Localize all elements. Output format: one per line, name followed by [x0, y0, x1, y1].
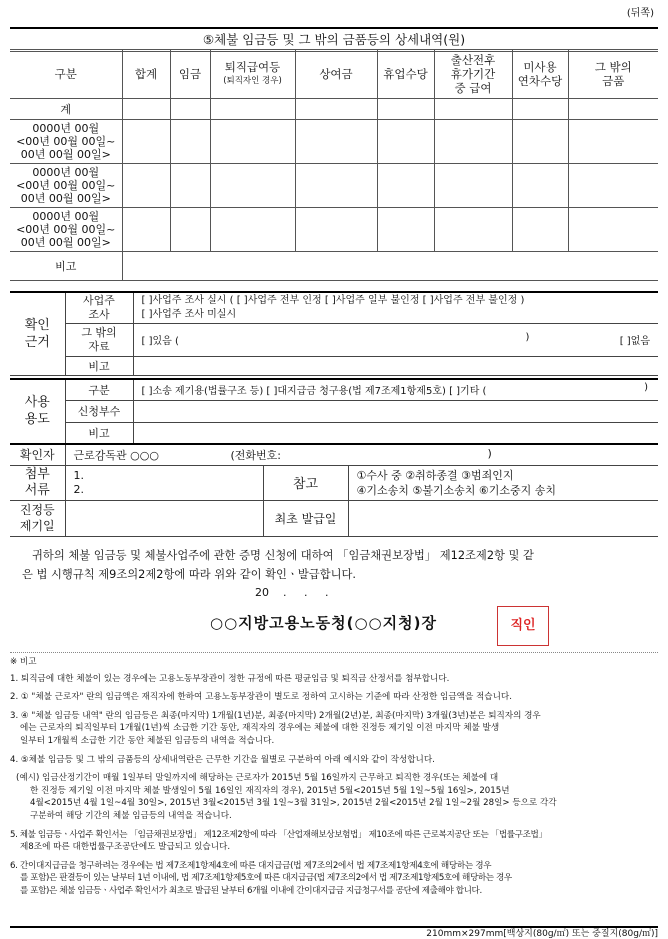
total-row: [10, 99, 658, 120]
usage-remarks-label: 비고: [65, 422, 133, 443]
header-severance: 퇴직급여등 (퇴직자인 경우): [210, 50, 295, 99]
note-item: 5. 체불 임금등ㆍ사업주 확인서는 「임금채권보장법」 제12조제2항에 따라 「산업재해보상보험법」 제10조에 따른 근로복지공단 또는 「법률구조법」: [10, 829, 547, 840]
copies-field[interactable]: [133, 400, 658, 422]
header-wage: 임금: [170, 50, 210, 99]
note-item: 6. 간이대지급금을 청구하려는 경우에는 법 제7조제1항제4호에 따른 대지급금(법 제7조의2에서 법 제7조제1항제4호에 해당하는 경우: [10, 860, 492, 871]
confirm-basis-label: 확인 근거: [10, 292, 65, 375]
note-example: 한 진정등 제기일 이전 마지막 체불 발생일이 5월 16일인 재직자의 경우), 2015년 5월<2015년 5월 1일~5월 16일>, 2015년: [30, 785, 510, 796]
reference-codes: ①수사 중 ②취하종결 ③범죄인지 ④기소송치 ⑤불기소송치 ⑥기소중지 송치: [348, 465, 658, 500]
remarks-row: [10, 252, 658, 281]
note-example: (예시) 임금산정기간이 매월 1일부터 말일까지에 해당하는 근로자가 2015년 5월 16일까지 근무하고 퇴직한 경우(또는 체불에 대: [16, 773, 499, 784]
note-item: 를 포함)은 판결등이 있는 날부터 1년 이내에, 법 제7조제1항제5호에 따른 대지급금(법 제7조의2에서 법 제7조제1항제5호에 해당하는 경우: [20, 873, 512, 884]
confirm-remarks-label: 비고: [65, 356, 133, 375]
header-category: 구분: [10, 50, 122, 99]
period-row: [10, 120, 658, 164]
period-row: [10, 164, 658, 208]
period-label: 0000년 00월 <00년 00월 00일~ 00년 00월 00일>: [10, 120, 122, 164]
note-item: 1. 퇴직금에 대한 체불이 있는 경우에는 고용노동부장관이 정한 규정에 따른 평균임금 및 퇴직금 산정서를 첨부합니다.: [10, 673, 450, 684]
total-label: 계: [10, 99, 122, 120]
notes-title: ※ 비고: [10, 657, 37, 667]
remarks-label: 비고: [10, 252, 122, 281]
other-materials-label: 그 밖의 자료: [65, 323, 133, 356]
unpaid-detail-table: [10, 49, 658, 281]
other-materials-options[interactable]: [ ]있음 ( ) [ ]없음: [133, 323, 658, 356]
confirm-basis-table: [10, 291, 658, 376]
attachments-list[interactable]: 1. 2.: [65, 465, 263, 500]
employer-survey-label: 사업주 조사: [65, 292, 133, 323]
bottom-rule: [10, 926, 658, 928]
remarks-field[interactable]: [122, 252, 658, 281]
page-side-label: (뒤쪽): [626, 8, 654, 19]
header-total: 합계: [122, 50, 170, 99]
copies-label: 신청부수: [65, 400, 133, 422]
note-item: 에는 근로자의 퇴직일부터 1개월(1년)씩 소급한 기간 동안, 재직자의 경우에는 체불에 대한 진정등 제기일 이전 마지막 체불 발생: [20, 723, 500, 734]
first-issue-label: 최초 발급일: [263, 500, 348, 536]
note-example: 4월<2015년 4월 1일~4월 30일>, 2015년 3월<2015년 3월 1일~3월 31일>, 2015년 2월<2015년 2월 1일~2월 28일> 등으로 각각: [30, 798, 557, 809]
note-item: 를 포함)은 체불 임금등ㆍ사업주 확인서가 최초로 발급된 날부터 6개월 이내에 간이대지급금 지급청구서를 공단에 제출해야 합니다.: [20, 885, 482, 896]
note-item: 3. ④ "체불 임금등 내역" 란의 임금등은 최종(마지막) 1개월(1년)분, 최종(마지막) 2개월(2년)분, 최종(마지막) 3개월(3년)분은 퇴직자의 경우: [10, 710, 541, 721]
usage-type-options[interactable]: [ ]소송 제기용(법률구조 등) [ ]대지급금 청구용(법 제7조제1항제5호) [ ]기타 ( ): [133, 379, 658, 400]
usage-type-label: 구분: [65, 379, 133, 400]
period-label: 0000년 00월 <00년 00월 00일~ 00년 00월 00일>: [10, 164, 122, 208]
period-label: 0000년 00월 <00년 00월 00일~ 00년 00월 00일>: [10, 208, 122, 252]
section-title: ⑤체불 임금등 및 그 밖의 금품등의 상세내역(원): [10, 27, 658, 52]
petition-date-label: 진정등 제기일: [10, 500, 65, 536]
period-row: [10, 208, 658, 252]
first-issue-field[interactable]: [348, 500, 658, 536]
confirmer-value[interactable]: 근로감독관 ○○○ (전화번호: ): [65, 444, 658, 465]
issue-date: 20 . . .: [255, 586, 329, 599]
header-maternity-pay: 출산전후 휴가기간 중 급여: [434, 50, 512, 99]
usage-table: [10, 378, 658, 444]
notes-section: [10, 656, 658, 898]
attachments-label: 첨부 서류: [10, 465, 65, 500]
reference-label: 참고: [263, 465, 348, 500]
confirmer-table: [10, 443, 658, 537]
confirmer-label: 확인자: [10, 444, 65, 465]
divider: [10, 652, 658, 653]
header-other: 그 밖의 금품: [568, 50, 658, 99]
employer-survey-options[interactable]: [ ]사업주 조사 실시 ( [ ]사업주 전부 인정 [ ]사업주 일부 불인정 [ ]사업주 전부 불인정 ) [ ]사업주 조사 미실시: [133, 292, 658, 323]
usage-label: 사용 용도: [10, 379, 65, 443]
issuing-office: ○○지방고용노동청(○○지청)장: [210, 614, 437, 632]
confirm-remarks-field[interactable]: [133, 356, 658, 375]
note-item: 일부터 1개월씩 소급한 기간 동안 체불된 임금등의 내역을 적습니다.: [20, 735, 275, 746]
note-example: 구분하여 해당 기간의 체불 임금등의 내역을 적습니다.: [30, 810, 232, 821]
header-unused-leave: 미사용 연차수당: [512, 50, 568, 99]
header-leave-allowance: 휴업수당: [377, 50, 434, 99]
petition-date-field[interactable]: [65, 500, 263, 536]
note-item: 4. ⑤체불 임금등 및 그 밖의 금품등의 상세내역란은 근무한 기간을 월별로 구분하여 아래 예시와 같이 작성합니다.: [10, 754, 435, 765]
official-seal: 직인: [497, 606, 549, 646]
note-item: 2. ① "체불 근로자" 란의 임금액은 재직자에 한하여 고용노동부장관이 별도로 정하여 고시하는 기준에 따라 산정한 임금액을 적습니다.: [10, 692, 512, 703]
note-item: 제8조에 따른 대한법률구조공단에도 발급되고 있습니다.: [20, 842, 231, 853]
usage-remarks-field[interactable]: [133, 422, 658, 443]
paper-spec: 210mm×297mm[백상지(80g/㎡) 또는 중질지(80g/㎡)]: [426, 929, 658, 939]
header-bonus: 상여금: [295, 50, 377, 99]
issuance-statement: 귀하의 체불 임금등 및 체불사업주에 관한 증명 신청에 대하여 「임금채권보장법」 제12조제2항 및 같 은 법 시행규칙 제9조의2제2항에 따라 위와 같이 확인ㆍ발급합니다.: [22, 549, 534, 581]
